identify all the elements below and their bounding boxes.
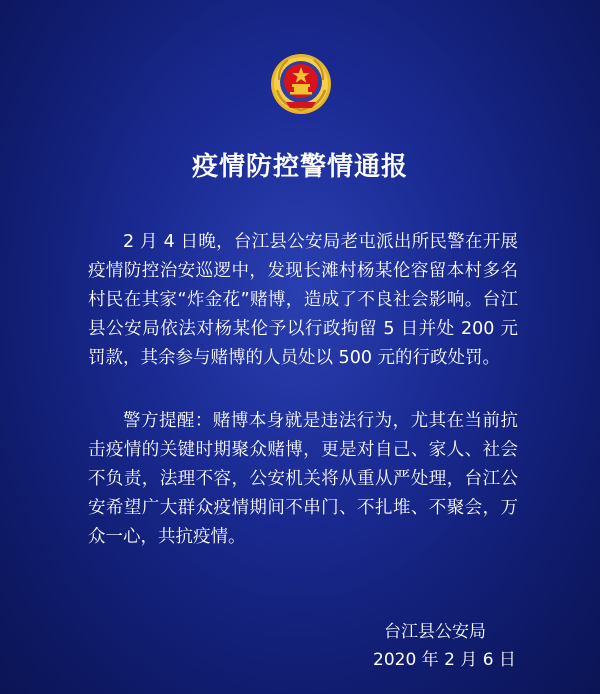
police-emblem-icon: [268, 50, 334, 116]
notice-paragraph-incident: 2 月 4 日晚，台江县公安局老屯派出所民警在开展疫情防控治安巡逻中，发现长滩村杨某伦容留本村多名村民在其家“炸金花”赌博，造成了不良社会影响。台江县公安局依法对杨某伦予以行政拘留 5 日并处 200 元罚款，其余参与赌博的人员处以 500 元的行政处罚。: [88, 232, 518, 368]
notice-paragraph-reminder: 警方提醒：赌博本身就是违法行为，尤其在当前抗击疫情的关键时期聚众赌博，更是对自己、家人、社会不负责，法理不容，公安机关将从重从严处理，台江公安希望广大群众疫情期间不串门、不扎堆、不聚会，万众一心，共抗疫情。: [88, 411, 518, 547]
signature-issuer: 台江县公安局: [384, 622, 486, 642]
signature-date: 2020 年 2 月 6 日: [373, 650, 516, 670]
notice-title: 疫情防控警情通报: [191, 152, 408, 182]
